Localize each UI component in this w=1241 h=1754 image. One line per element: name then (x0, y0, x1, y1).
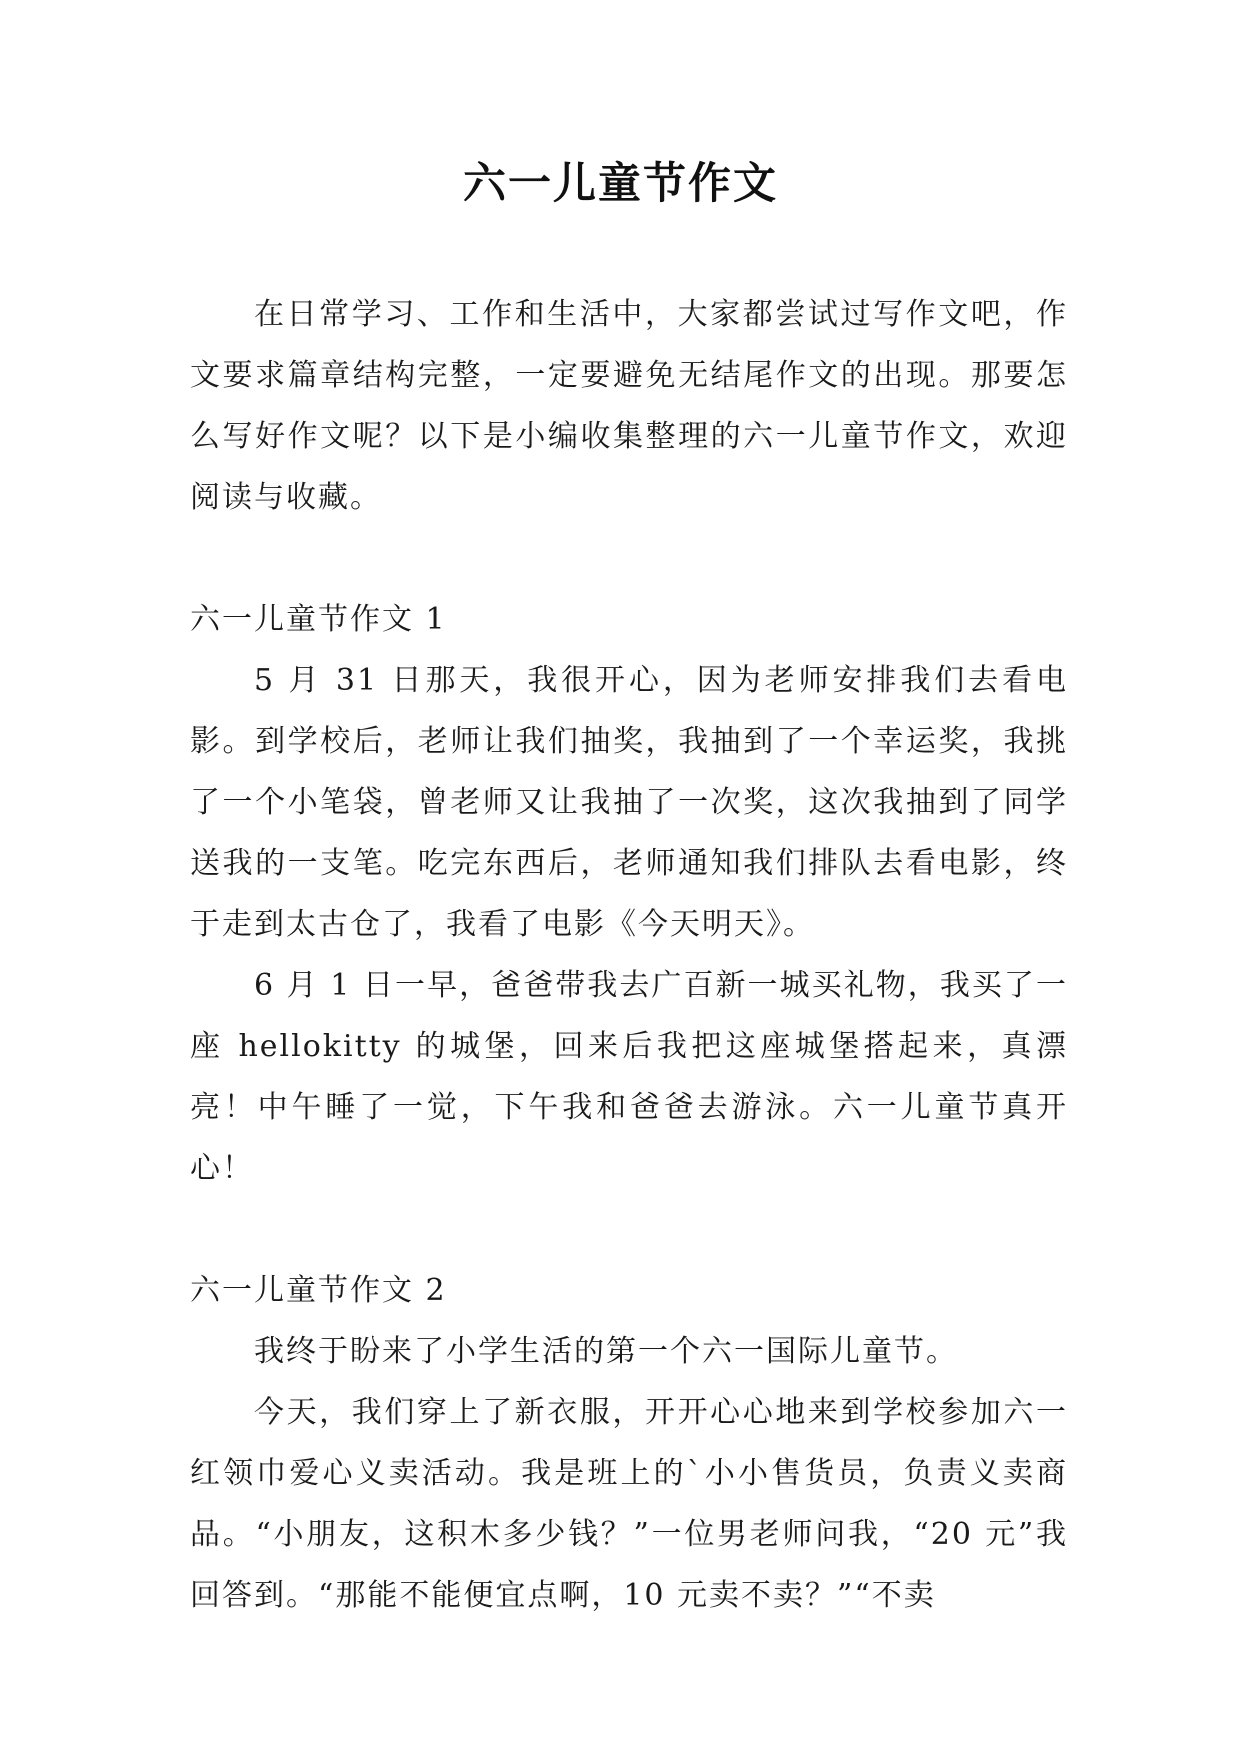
essay-2-paragraph-2: 今天，我们穿上了新衣服，开开心心地来到学校参加六一红领巾爱心义卖活动。我是班上的`小小售货员，负责义卖商品。“小朋友，这积木多少钱？”一位男老师问我，“20 元”我回答到。“那能不能便宜点啊，10 元卖不卖？”“不卖 (190, 1395, 1068, 1613)
essay-1-paragraph-2: 6 月 1 日一早，爸爸带我去广百新一城买礼物，我买了一座 hellokitty 的城堡，回来后我把这座城堡搭起来，真漂亮！中午睡了一觉，下午我和爸爸去游泳。六一儿童节真开心！ (190, 968, 1068, 1186)
document-body (190, 284, 1068, 1626)
essay-2-paragraph-1: 我终于盼来了小学生活的第一个六一国际儿童节。 (254, 1334, 958, 1369)
essay-1-paragraph-1: 5 月 31 日那天，我很开心，因为老师安排我们去看电影。到学校后，老师让我们抽奖，我抽到了一个幸运奖，我挑了一个小笔袋，曾老师又让我抽了一次奖，这次我抽到了同学送我的一支笔。吃完东西后，老师通知我们排队去看电影，终于走到太古仓了，我看了电影《今天明天》。 (190, 663, 1068, 942)
section-gap (190, 1199, 1068, 1260)
document-title: 六一儿童节作文 (463, 159, 778, 209)
section-gap (190, 528, 1068, 589)
essay-1-heading: 六一儿童节作文 1 (190, 602, 447, 637)
essay-2-heading: 六一儿童节作文 2 (190, 1273, 447, 1308)
intro-paragraph: 在日常学习、工作和生活中，大家都尝试过写作文吧，作文要求篇章结构完整，一定要避免无结尾作文的出现。那要怎么写好作文呢？以下是小编收集整理的六一儿童节作文，欢迎阅读与收藏。 (190, 297, 1068, 515)
